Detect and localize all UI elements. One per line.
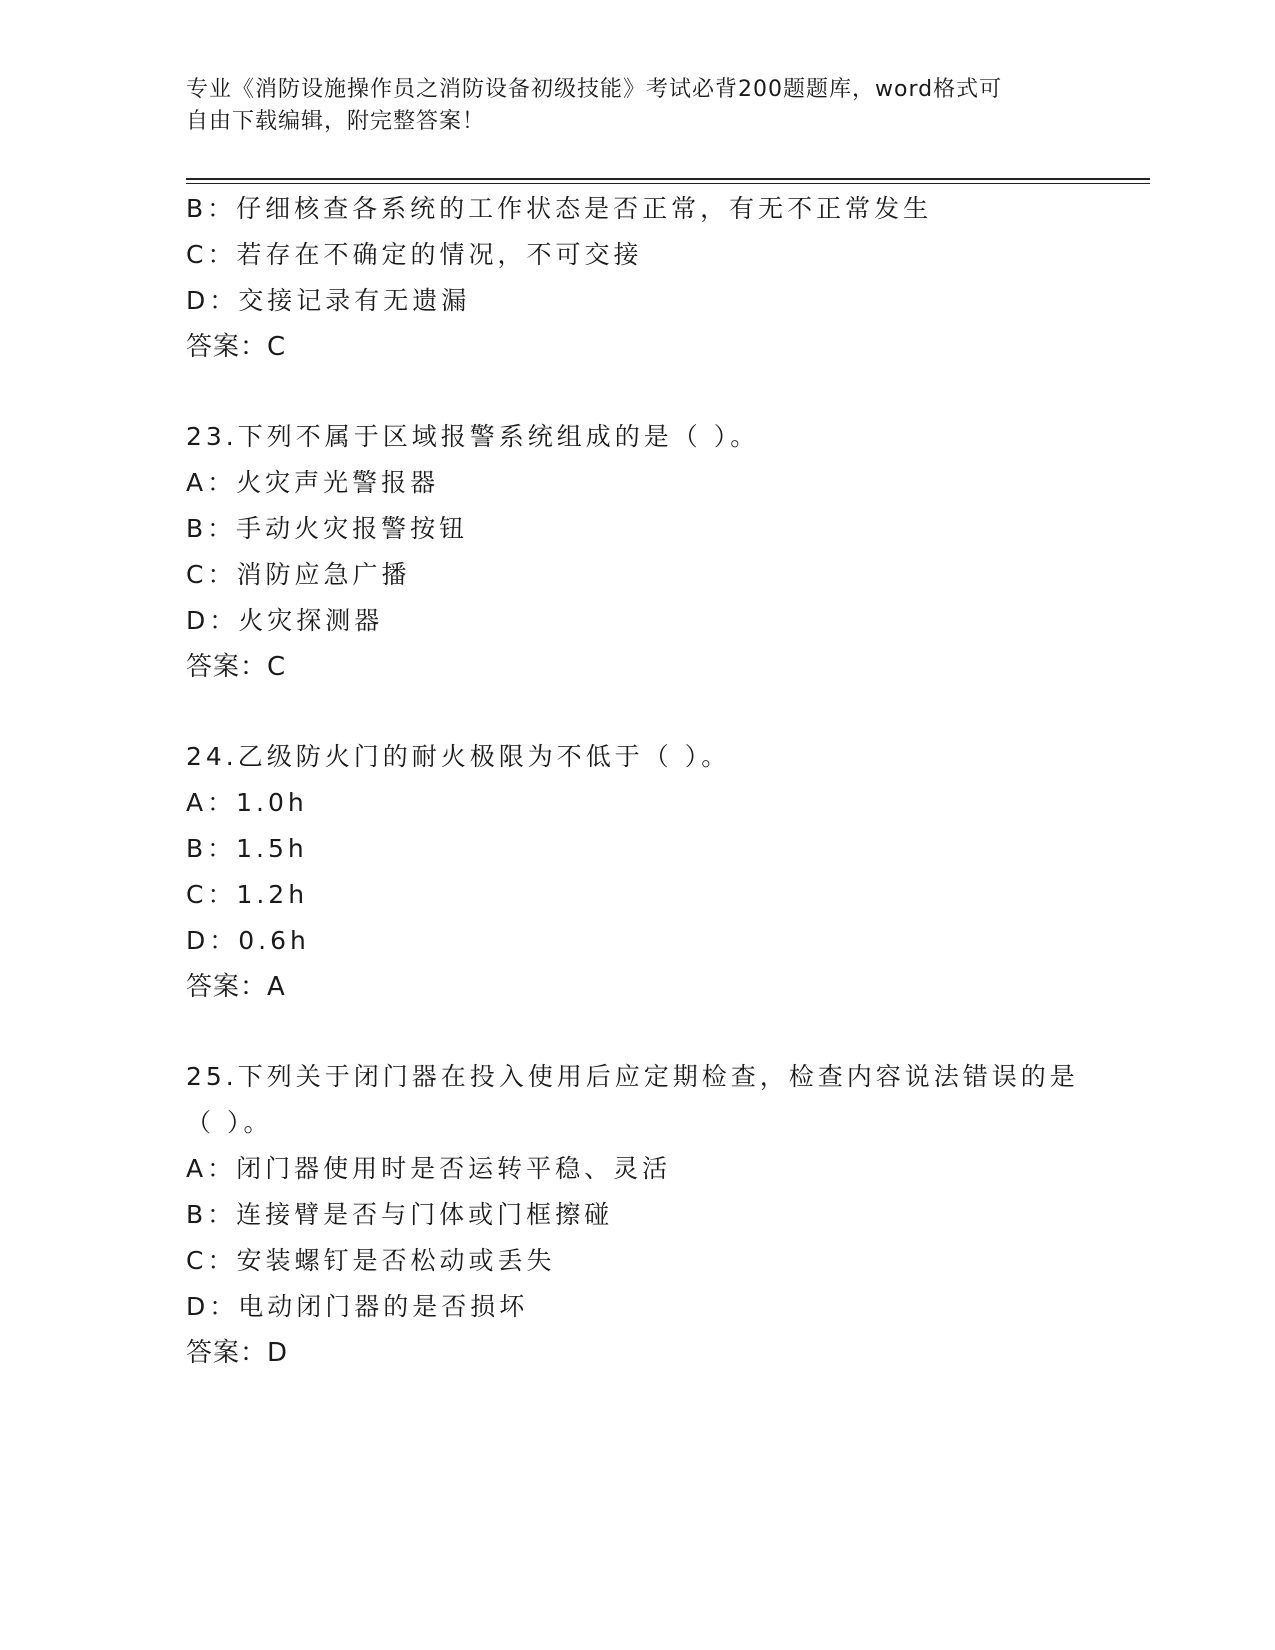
option-b: B：1.5h: [186, 834, 308, 863]
option-a: A：1.0h: [186, 788, 308, 817]
answer-line: 答案：C: [186, 652, 287, 682]
header-divider-thick: [186, 178, 1150, 180]
option-b: B：连接臂是否与门体或门框擦碰: [186, 1200, 614, 1229]
question-25: [186, 1054, 1086, 1376]
header-line-2: 自由下载编辑，附完整答案！: [186, 109, 486, 134]
question-stem: 23.下列不属于区域报警系统组成的是（ ）。: [186, 422, 760, 451]
answer-line: 答案：C: [186, 332, 287, 362]
question-stem: 24.乙级防火门的耐火极限为不低于（ ）。: [186, 742, 731, 771]
question-list: [186, 186, 1086, 1376]
option-c: C：1.2h: [186, 880, 309, 909]
option-c: C：若存在不确定的情况，不可交接: [186, 240, 643, 269]
question-24: [186, 734, 1086, 1010]
option-c: C：安装螺钉是否松动或丢失: [186, 1246, 556, 1275]
option-b: B：仔细核查各系统的工作状态是否正常，有无不正常发生: [186, 194, 933, 223]
header-divider-thin: [186, 183, 1150, 184]
option-a: A：火灾声光警报器: [186, 468, 440, 497]
answer-line: 答案：D: [186, 1338, 289, 1368]
prev-question-block: [186, 186, 1086, 370]
option-d: D：电动闭门器的是否损坏: [186, 1292, 529, 1321]
question-stem-continued: （ ）。: [186, 1108, 273, 1137]
answer-line: 答案：A: [186, 972, 286, 1002]
option-c: C：消防应急广播: [186, 560, 411, 589]
option-a: A：闭门器使用时是否运转平稳、灵活: [186, 1154, 672, 1183]
option-b: B：手动火灾报警按钮: [186, 514, 469, 543]
question-stem: 25.下列关于闭门器在投入使用后应定期检查，检查内容说法错误的是: [186, 1062, 1079, 1091]
document-header: [186, 74, 1066, 138]
question-23: [186, 414, 1086, 690]
option-d: D：0.6h: [186, 926, 310, 955]
header-line-1: 专业《消防设施操作员之消防设备初级技能》考试必背200题题库，word格式可: [186, 77, 1003, 102]
option-d: D：交接记录有无遗漏: [186, 286, 471, 315]
option-d: D：火灾探测器: [186, 606, 384, 635]
